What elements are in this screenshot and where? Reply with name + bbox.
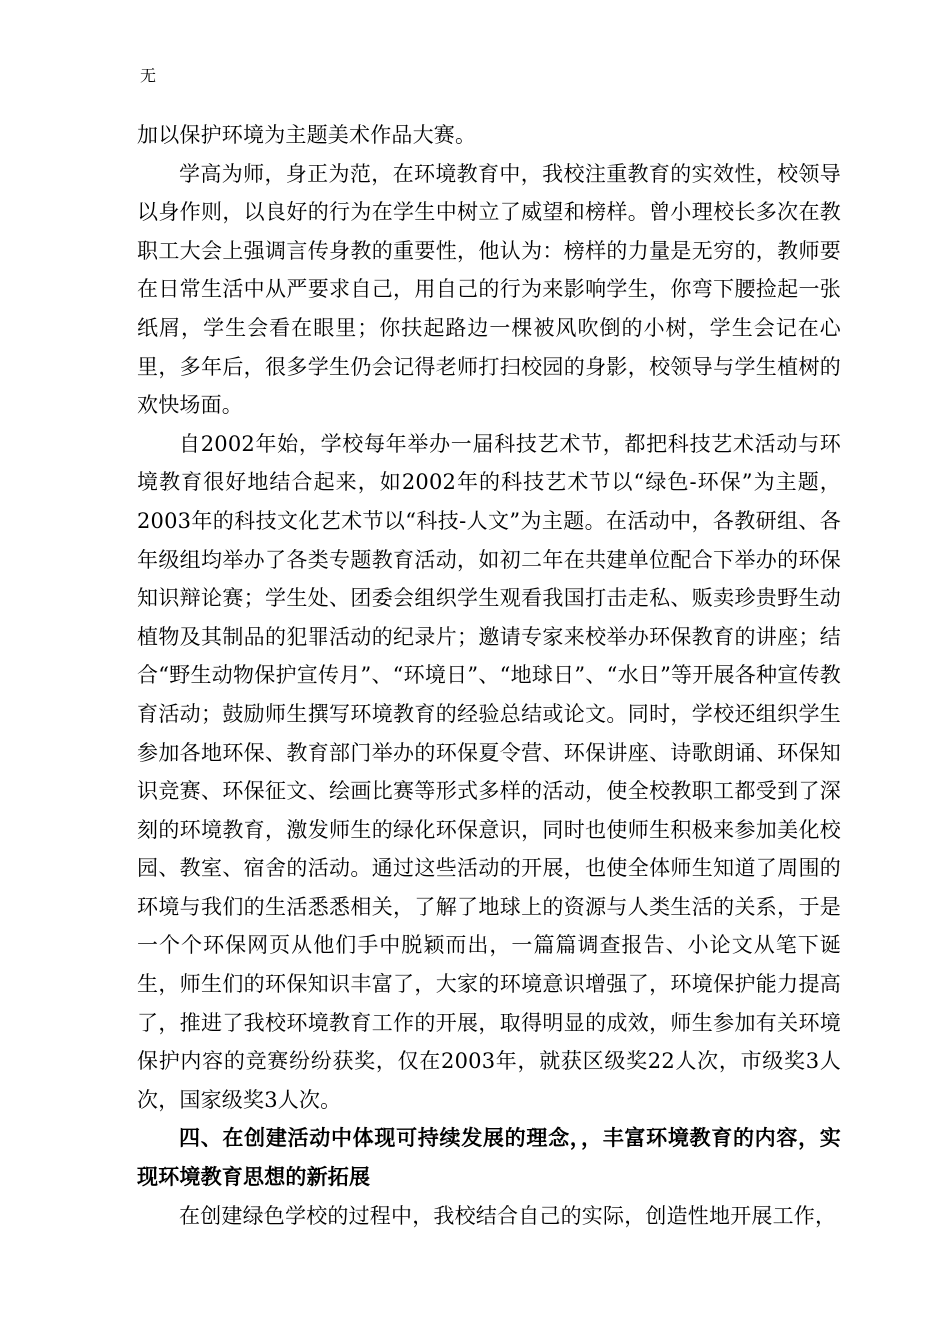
section-heading: 四、在创建活动中体现可持续发展的理念，，丰富环境教育的内容，实现环境教育思想的新拓展 [137,1125,841,1190]
paragraph-science-art-festival: 自2002年始，学校每年举办一届科技艺术节，都把科技艺术活动与环境教育很好地结合起来，如2002年的科技艺术节以“绿色-环保”为主题，2003年的科技文化艺术节以“科技-人文”为主题。在活动中，各教研组、各年级组均举办了各类专题教育活动，如初二年在共建单位配合下举办的环保知识辩论赛；学生处、团委会组织学生观看我国打击走私、贩卖珍贵野生动植物及其制品的犯罪活动的纪录片；邀请专家来校举办环保教育的讲座；结合“野生动物保护宣传月”、“环境日”、“地球日”、“水日”等开展各种宣传教育活动；鼓励师生撰写环境教育的经验总结或论文。同时，学校还组织学生参加各地环保、教育部门举办的环保夏令营、环保讲座、诗歌朗诵、环保知识竞赛、环保征文、绘画比赛等形式多样的活动，使全校教职工都受到了深刻的环境教育，激发师生的绿化环保意识，同时也使师生积极来参加美化校园、教室、宿舍的活动。通过这些活动的开展，也使全体师生知道了周围的环境与我们的生活悉悉相关，了解了地球上的资源与人类生活的关系，于是一个个环保网页从他们手中脱颖而出，一篇篇调查报告、小论文从笔下诞生，师生们的环保知识丰富了，大家的环境意识增强了，环境保护能力提高了，推进了我校环境教育工作的开展，取得明显的成效，师生参加有关环境保护内容的竞赛纷纷获奖，仅在2003年，就获区级奖22人次，市级奖3人次，国家级奖3人次。 [137,431,841,1112]
paragraph-continuation: 加以保护环境为主题美术作品大赛。 [137,123,477,147]
paragraph-green-school: 在创建绿色学校的过程中，我校结合自己的实际，创造性地开展工作， [179,1203,837,1228]
document-body [137,116,841,1235]
header-mark: 无 [140,66,157,85]
paragraph-role-model: 学高为师，身正为范，在环境教育中，我校注重教育的实效性，校领导以身作则，以良好的行为在学生中树立了威望和榜样。曾小理校长多次在教职工大会上强调言传身教的重要性，他认为：榜样的力量是无穷的，教师要在日常生活中从严要求自己，用自己的行为来影响学生，你弯下腰捡起一张纸屑，学生会看在眼里；你扶起路边一棵被风吹倒的小树，学生会记在心里，多年后，很多学生仍会记得老师打扫校园的身影，校领导与学生植树的欢快场面。 [137,161,841,418]
